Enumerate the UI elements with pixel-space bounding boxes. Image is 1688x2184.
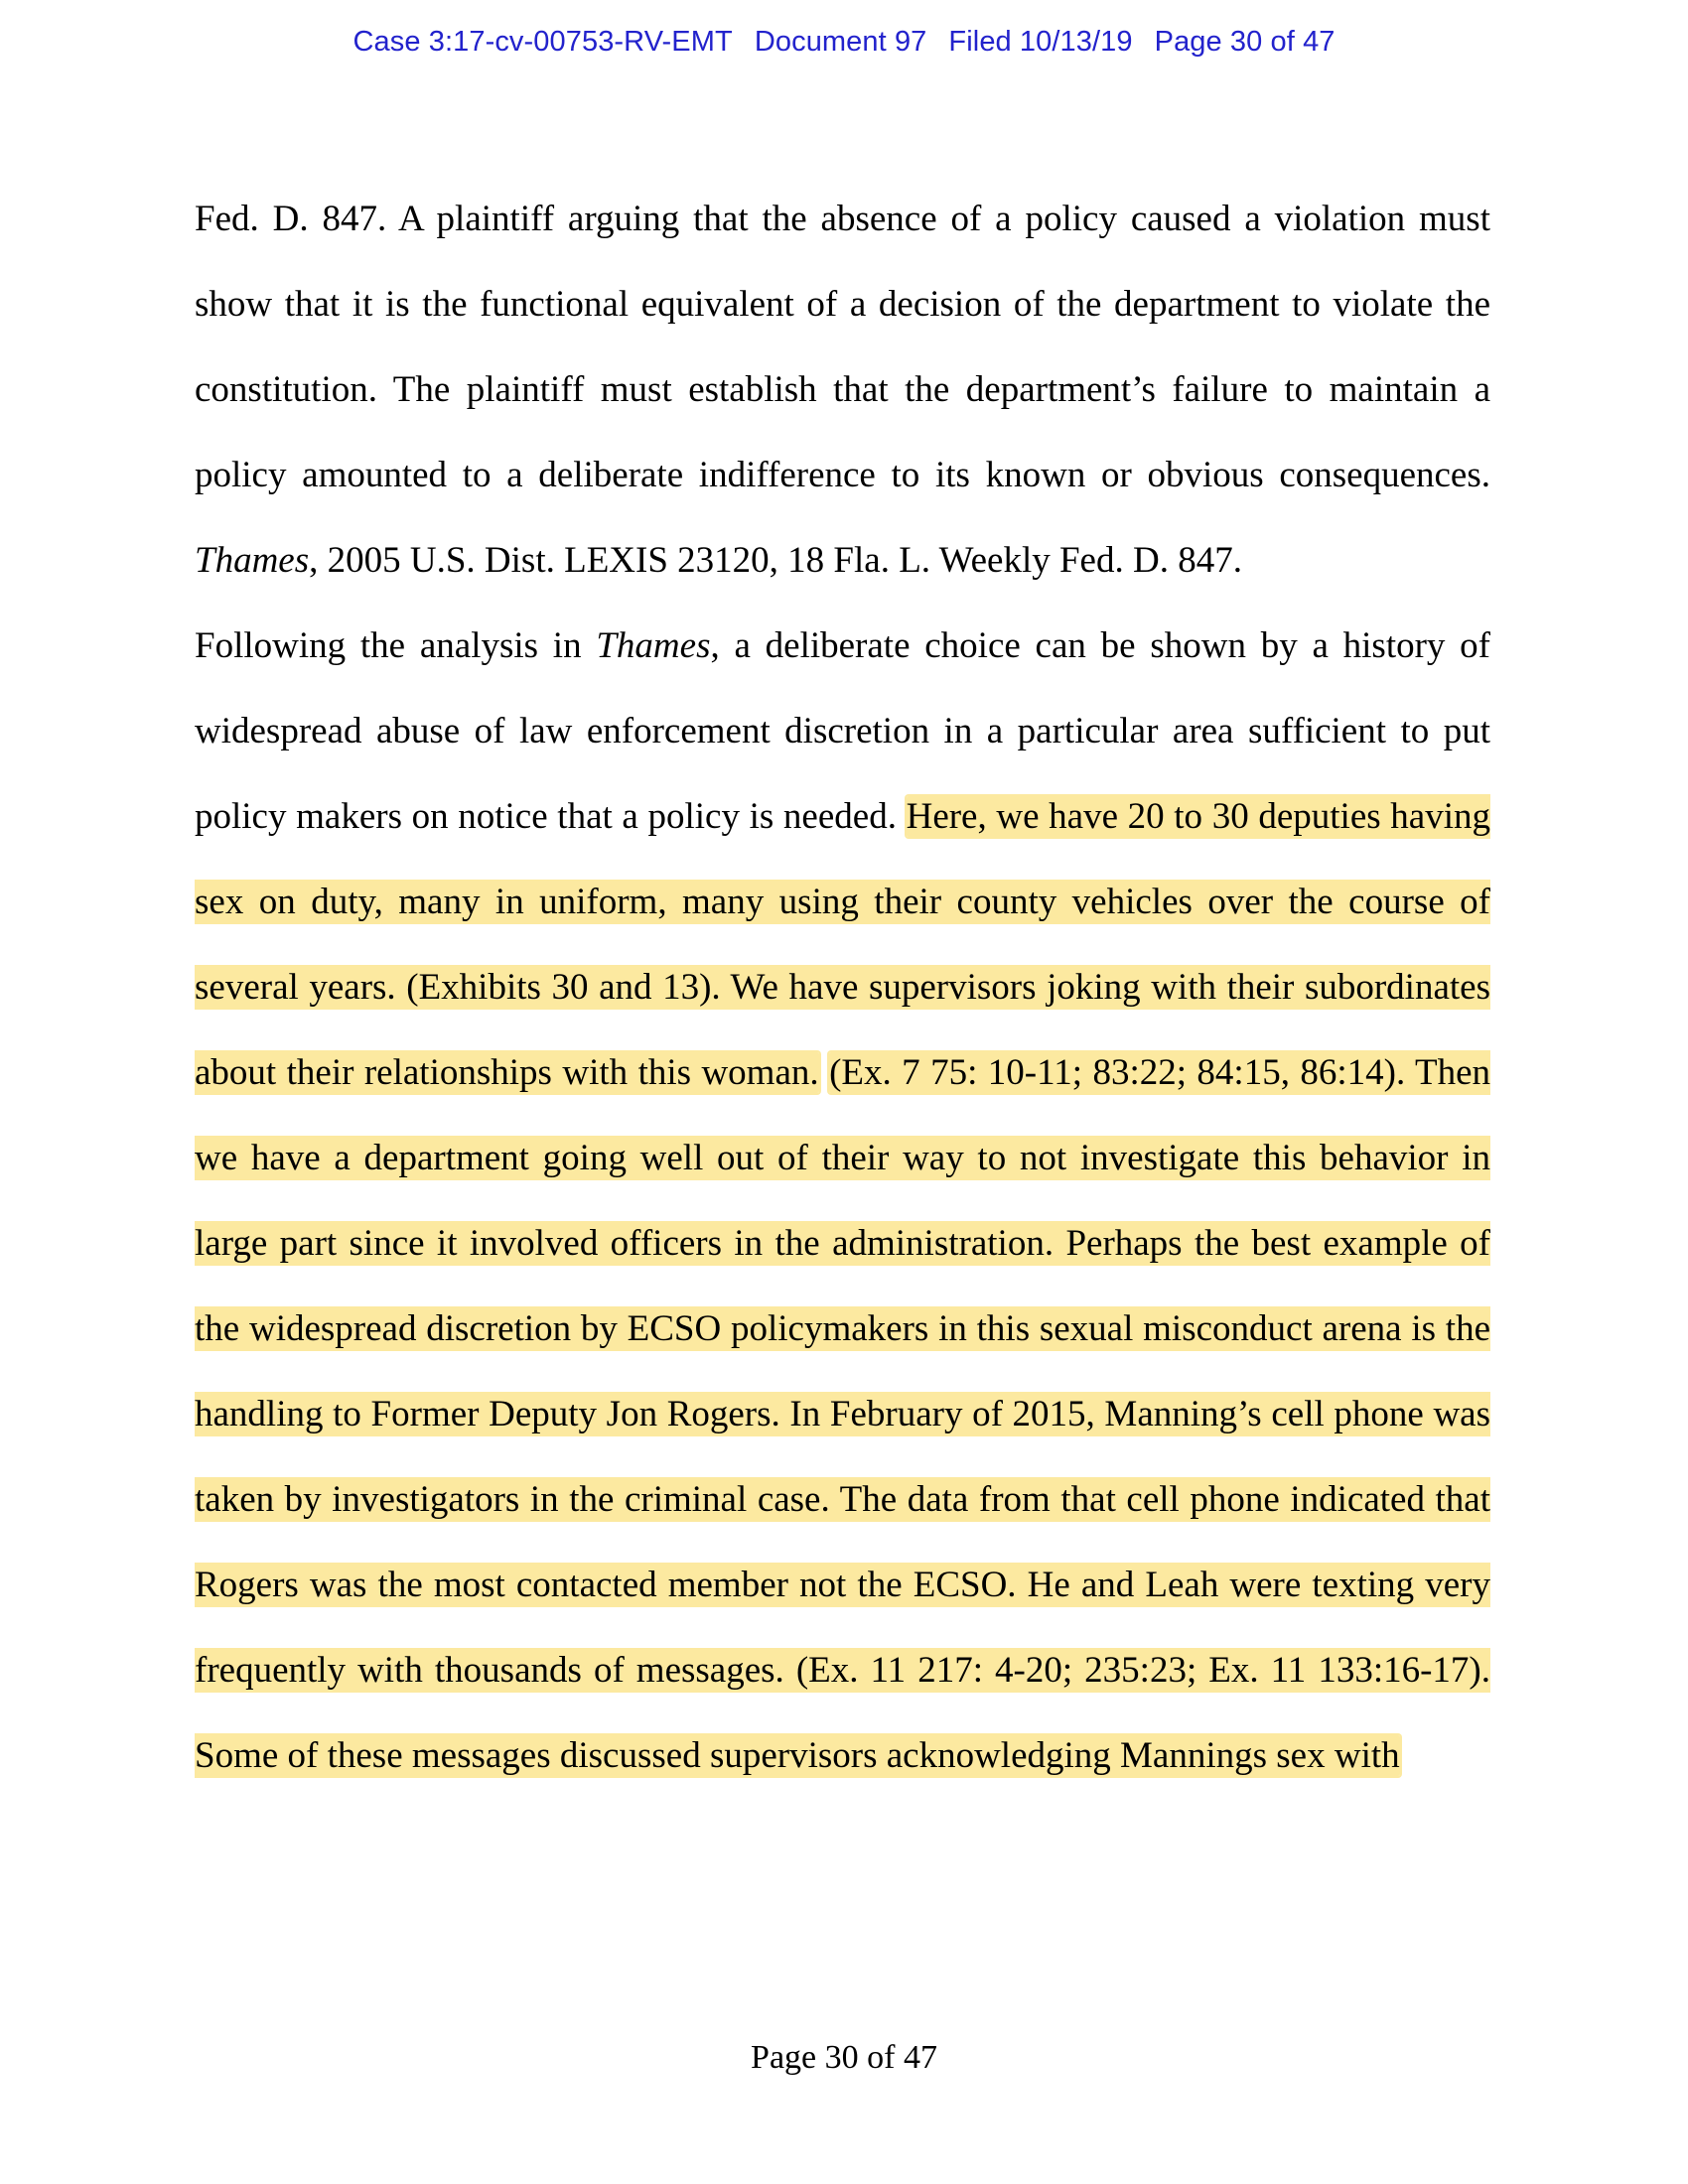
highlight-gap-spacer bbox=[819, 1052, 829, 1093]
highlighted-text-run-one: Here, we have 20 to 30 deputies having sex on duty, many in uniform, many using their county vehicles over the course of several years. (Exhibits 30 and 13). We have supervisors joking with their subordinates about their relationships with this woman. bbox=[195, 796, 1490, 1093]
case-citation-thames: Thames bbox=[195, 540, 310, 581]
paragraph-two bbox=[195, 604, 1490, 1799]
highlighted-text-run-two: (Ex. 7 75: 10-11; 83:22; 84:15, 86:14). Then we have a department going well out of their way to not investigate this behavior in large part since it involved officers in the administration. Perhaps the best example of the widespread discretion by ECSO policymakers in this sexual misconduct arena is the handling to Former Deputy Jon Rogers. In February of 2015, Manning’s cell phone was taken by investigators in the criminal case. The data from that cell phone indicated that Rogers was the most contacted member not the ECSO. He and Leah were texting very frequently with thousands of messages. (Ex. 11 217: 4-20; 235:23; Ex. 11 133:16-17). Some of these messages discussed supervisors acknowledging Mannings sex with bbox=[195, 1052, 1491, 1776]
body-text-column bbox=[195, 177, 1490, 1799]
ecf-case-number: Case 3:17-cv-00753-RV-EMT bbox=[352, 26, 733, 58]
ecf-document-number: Document 97 bbox=[754, 26, 927, 58]
page-footer-label: Page 30 of 47 bbox=[751, 2039, 937, 2076]
case-citation-thames-second: Thames bbox=[596, 625, 711, 666]
ecf-filed-date: Filed 10/13/19 bbox=[948, 26, 1133, 58]
paragraph-one bbox=[195, 177, 1490, 604]
paragraph-two-lead-in-after-case: , a deliberate choice can be shown by a history of widespread abuse of law enforcement discretion in a particular area sufficient to put policy makers on notice that a policy is needed. bbox=[195, 625, 1490, 837]
paragraph-one-text-before-case: Fed. D. 847. A plaintiff arguing that the absence of a policy caused a violation must show that it is the functional equivalent of a decision of the department to violate the constitution. The plaintiff must establish that the department’s failure to maintain a policy amounted to a deliberate indifference to its known or obvious consequences. bbox=[195, 199, 1490, 495]
paragraph-one-text-after-case: , 2005 U.S. Dist. LEXIS 23120, 18 Fla. L. Weekly Fed. D. 847. bbox=[309, 540, 1242, 581]
paragraph-two-lead-in-before-case: Following the analysis in bbox=[195, 625, 597, 666]
ecf-filing-header bbox=[0, 26, 1688, 59]
page-footer bbox=[0, 2039, 1688, 2077]
ecf-page-of: Page 30 of 47 bbox=[1154, 26, 1336, 58]
